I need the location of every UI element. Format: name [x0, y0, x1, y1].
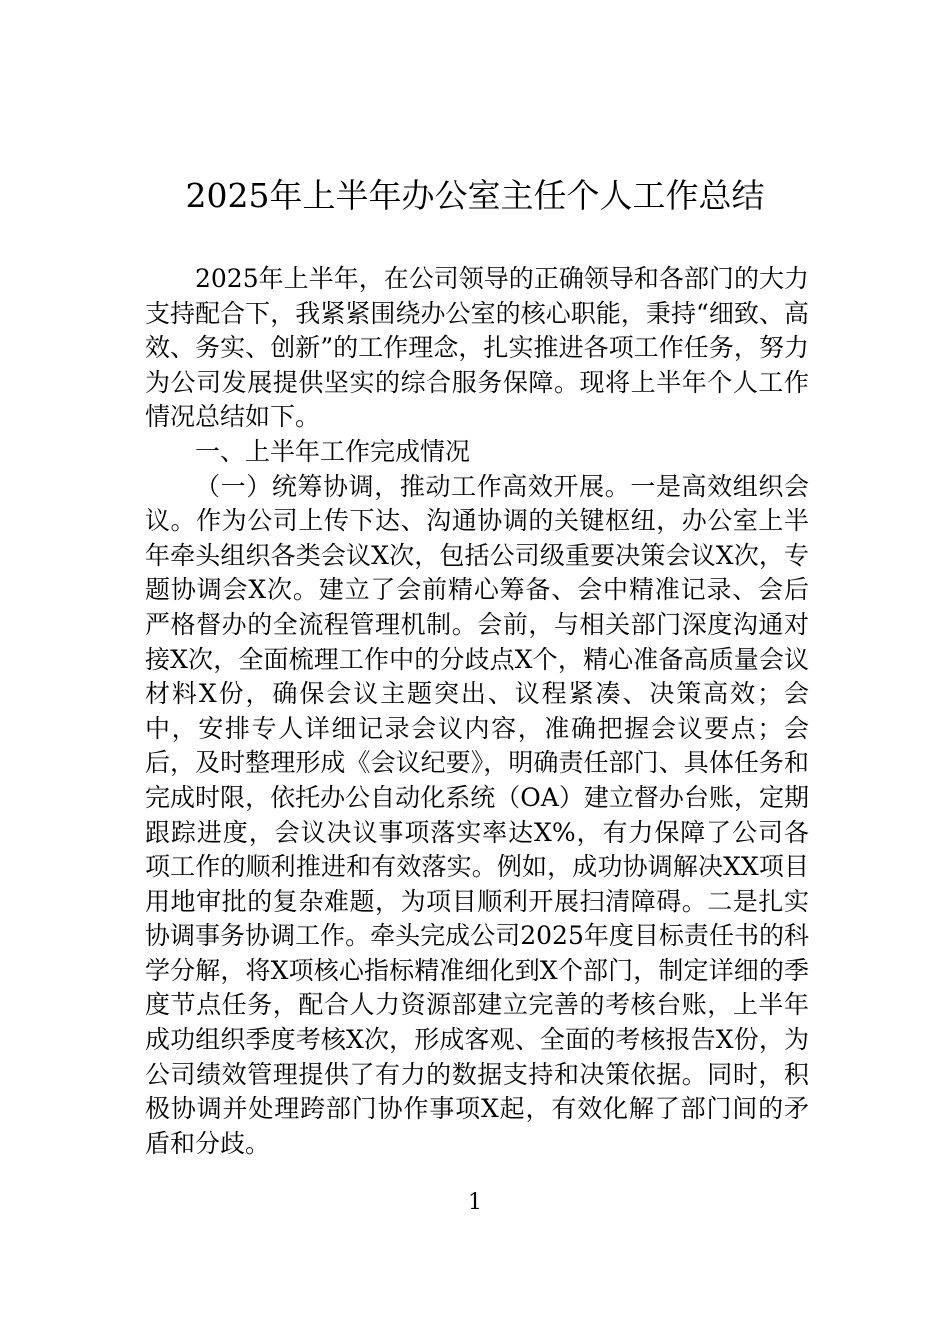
body-paragraph: （一）统筹协调，推动工作高效开展。一是高效组织会议。作为公司上传下达、沟通协调的关键枢纽，办公室上半年牵头组织各类会议X次，包括公司级重要决策会议X次，专题协调会X次。建立了会前精心筹备、会中精准记录、会后严格督办的全流程管理机制。会前，与相关部门深度沟通对接X次，全面梳理工作中的分歧点X个，精心准备高质量会议材料X份，确保会议主题突出、议程紧凑、决策高效；会中，安排专人详细记录会议内容，准确把握会议要点；会后，及时整理形成《会议纪要》，明确责任部门、具体任务和完成时限，依托办公自动化系统（OA）建立督办台账，定期跟踪进度，会议决议事项落实率达X%，有力保障了公司各项工作的顺利推进和有效落实。例如，成功协调解决XX项目用地审批的复杂难题，为项目顺利开展扫清障碍。二是扎实协调事务协调工作。牵头完成公司2025年度目标责任书的科学分解，将X项核心指标精准细化到X个部门，制定详细的季度节点任务，配合人力资源部建立完善的考核台账，上半年成功组织季度考核X次，形成客观、全面的考核报告X份，为公司绩效管理提供了有力的数据支持和决策依据。同时，积极协调并处理跨部门协作事项X起，有效化解了部门间的矛盾和分歧。 [145, 471, 809, 1158]
section-heading: 一、上半年工作完成情况 [195, 436, 471, 466]
document-body [145, 262, 809, 1161]
document-title: 2025年上半年办公室主任个人工作总结 [185, 176, 765, 215]
intro-paragraph: 2025年上半年，在公司领导的正确领导和各部门的大力支持配合下，我紧紧围绕办公室的核心职能，秉持“细致、高效、务实、创新”的工作理念，扎实推进各项工作任务，努力为公司发展提供坚实的综合服务保障。现将上半年个人工作情况总结如下。 [145, 264, 809, 432]
page-number: 1 [468, 1190, 482, 1215]
